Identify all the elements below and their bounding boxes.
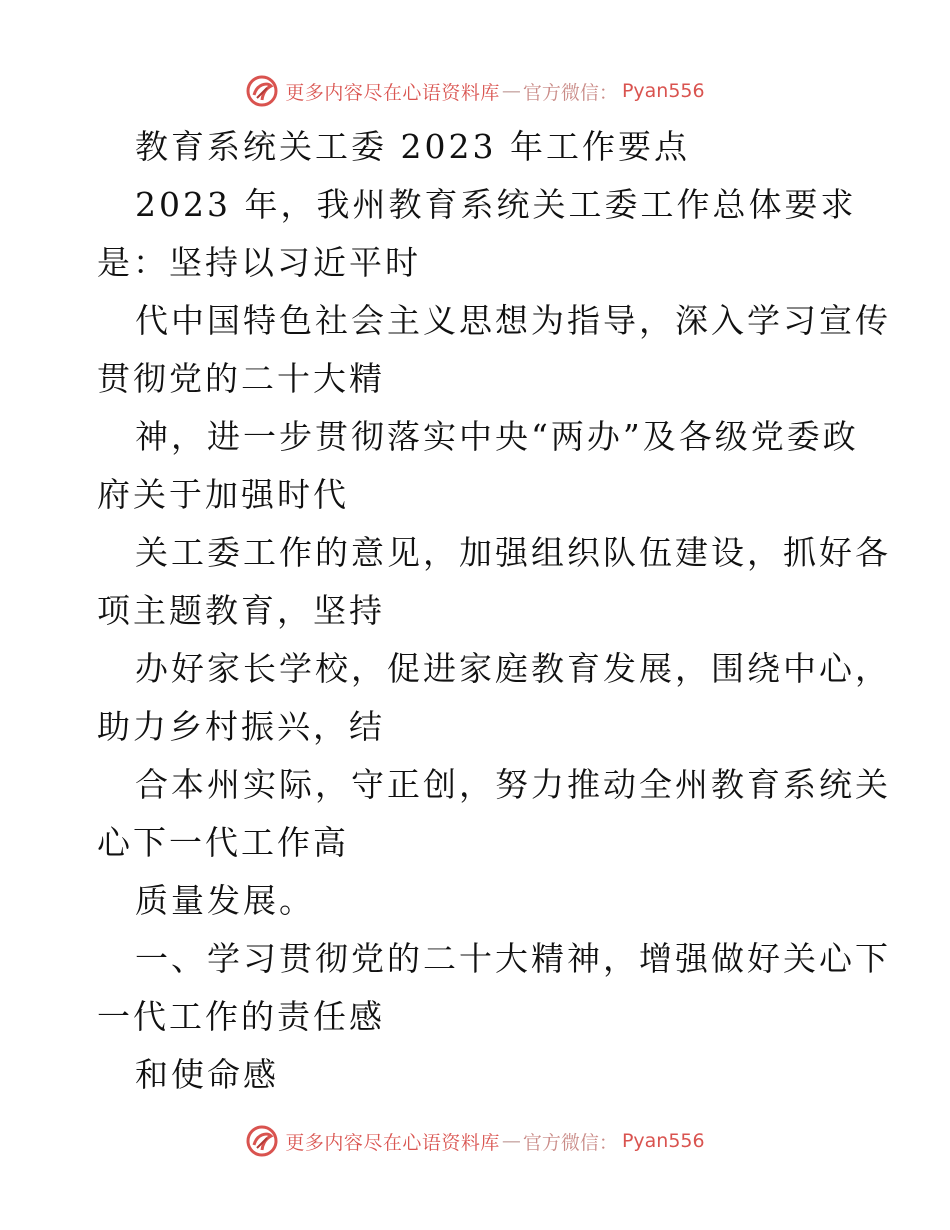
paragraph-line: 项主题教育，坚持 bbox=[97, 591, 385, 630]
document-title: 教育系统关工委 2023 年工作要点 bbox=[135, 127, 690, 166]
section-heading: 一代工作的责任感 bbox=[97, 997, 385, 1036]
paragraph-line: 是：坚持以习近平时 bbox=[97, 243, 421, 282]
watermark-main-text: 更多内容尽在心语资料库 bbox=[285, 1131, 500, 1154]
paragraph-line: 质量发展。 bbox=[135, 881, 315, 920]
paragraph-line: 合本州实际，守正创，努力推动全州教育系统关 bbox=[135, 765, 891, 804]
watermark-dash: — bbox=[501, 1130, 521, 1152]
watermark-main-text: 更多内容尽在心语资料库 bbox=[285, 81, 500, 104]
section-heading: 和使命感 bbox=[135, 1055, 279, 1094]
paragraph-line: 2023 年，我州教育系统关工委工作总体要求 bbox=[135, 185, 857, 224]
paragraph-line: 神，进一步贯彻落实中央“两办”及各级党委政 bbox=[135, 417, 859, 456]
watermark-label: 官方微信： bbox=[522, 1131, 618, 1154]
paragraph-line: 助力乡村振兴，结 bbox=[97, 707, 385, 746]
section-heading: 一、学习贯彻党的二十大精神，增强做好关心下 bbox=[135, 939, 891, 978]
flower-seal-icon bbox=[245, 1124, 279, 1158]
paragraph-line: 代中国特色社会主义思想为指导，深入学习宣传 bbox=[135, 301, 891, 340]
paragraph-line: 府关于加强时代 bbox=[97, 475, 349, 514]
watermark-label: 官方微信： bbox=[522, 81, 618, 104]
paragraph-line: 办好家长学校，促进家庭教育发展，围绕中心， bbox=[135, 649, 891, 688]
footer-watermark bbox=[0, 1121, 950, 1161]
paragraph-line: 关工委工作的意见，加强组织队伍建设，抓好各 bbox=[135, 533, 891, 572]
paragraph-line: 贯彻党的二十大精 bbox=[97, 359, 385, 398]
watermark-dash: — bbox=[501, 80, 521, 102]
header-watermark bbox=[0, 71, 950, 111]
watermark-id: Pyan556 bbox=[621, 1130, 705, 1152]
flower-seal-icon bbox=[245, 74, 279, 108]
paragraph-line: 心下一代工作高 bbox=[97, 823, 349, 862]
watermark-id: Pyan556 bbox=[621, 80, 705, 102]
